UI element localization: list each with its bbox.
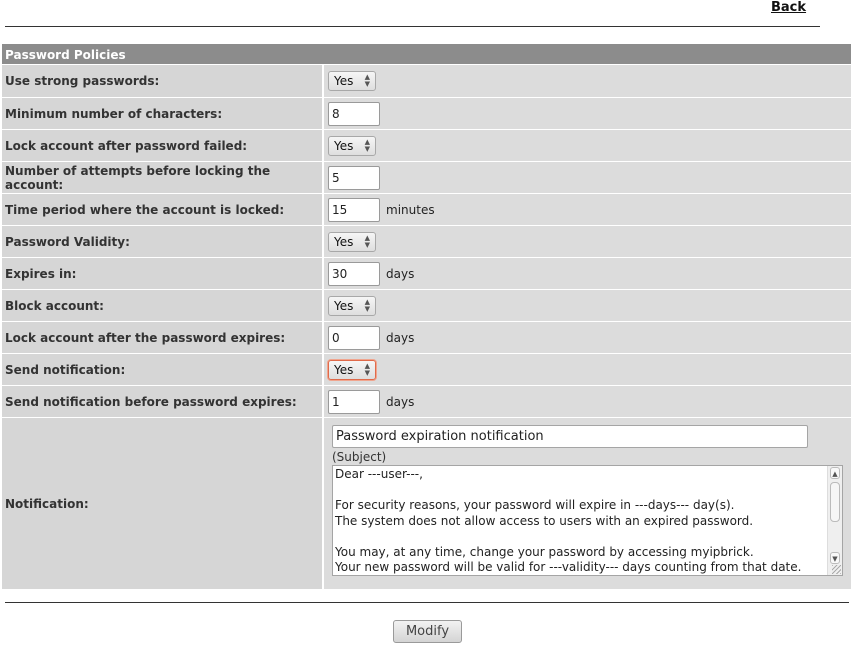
policy-value-cell xyxy=(324,290,851,321)
notification-value-cell xyxy=(324,418,851,589)
back-link[interactable]: Back xyxy=(771,0,807,15)
policy-label: Lock account after password failed: xyxy=(2,130,324,161)
policy-label: Lock account after the password expires: xyxy=(2,322,324,353)
modify-button[interactable]: Modify xyxy=(393,620,462,643)
policy-value-cell xyxy=(324,322,851,353)
select-value: Yes xyxy=(334,234,354,249)
policy-label: Use strong passwords: xyxy=(2,65,324,97)
policy-input[interactable] xyxy=(328,198,380,222)
policy-row xyxy=(2,322,851,354)
unit-label: days xyxy=(386,394,415,409)
panel-title: Password Policies xyxy=(2,44,851,65)
bottom-divider xyxy=(5,602,849,603)
policy-row xyxy=(2,258,851,290)
unit-label: minutes xyxy=(386,202,435,217)
policy-input[interactable] xyxy=(328,390,380,414)
policy-label: Block account: xyxy=(2,290,324,321)
policy-input[interactable] xyxy=(328,262,380,286)
select-value: Yes xyxy=(334,138,354,153)
body-line xyxy=(335,529,826,545)
body-line: For security reasons, your password will expire in ---days--- day(s). xyxy=(335,498,735,512)
policy-label: Password Validity: xyxy=(2,226,324,257)
policy-value-cell xyxy=(324,354,851,385)
select-arrows-icon: ▲ ▼ xyxy=(364,73,370,88)
policy-value-cell xyxy=(324,65,851,97)
yes-no-select[interactable] xyxy=(328,360,376,380)
policy-row xyxy=(2,290,851,322)
unit-label: days xyxy=(386,330,415,345)
policy-row xyxy=(2,130,851,162)
password-policies-panel xyxy=(2,44,851,589)
policy-row xyxy=(2,354,851,386)
policy-row xyxy=(2,162,851,194)
policy-input[interactable] xyxy=(328,326,380,350)
yes-no-select[interactable] xyxy=(328,71,376,91)
scroll-thumb[interactable] xyxy=(830,482,840,522)
select-arrows-icon: ▲ ▼ xyxy=(364,361,370,377)
policy-label: Send notification before password expires: xyxy=(2,386,324,417)
policy-value-cell xyxy=(324,130,851,161)
select-value: Yes xyxy=(334,298,354,313)
policy-row xyxy=(2,194,851,226)
policy-input[interactable] xyxy=(328,166,380,190)
policy-value-cell xyxy=(324,258,851,289)
policy-label: Time period where the account is locked: xyxy=(2,194,324,225)
policy-row xyxy=(2,98,851,130)
policy-label: Expires in: xyxy=(2,258,324,289)
policy-row xyxy=(2,386,851,418)
subject-caption: (Subject) xyxy=(332,450,387,464)
policy-rows xyxy=(2,65,851,418)
notification-row xyxy=(2,418,851,589)
select-arrows-icon: ▲ ▼ xyxy=(364,137,370,153)
notification-body-text xyxy=(335,467,826,576)
policy-value-cell xyxy=(324,162,851,193)
notification-body-textarea[interactable] xyxy=(332,465,843,576)
policy-label: Number of attempts before locking the account: xyxy=(2,162,324,193)
policy-value-cell xyxy=(324,98,851,129)
select-value: Yes xyxy=(334,362,354,377)
top-divider xyxy=(5,26,820,27)
policy-value-cell xyxy=(324,194,851,225)
select-arrows-icon: ▲ ▼ xyxy=(364,297,370,313)
policy-label: Minimum number of characters: xyxy=(2,98,324,129)
policy-row xyxy=(2,65,851,98)
policy-value-cell xyxy=(324,226,851,257)
policy-row xyxy=(2,226,851,258)
yes-no-select[interactable] xyxy=(328,232,376,252)
policy-input[interactable] xyxy=(328,102,380,126)
policy-value-cell xyxy=(324,386,851,417)
body-line: Your new password will be valid for ---validity--- days counting from that date. xyxy=(335,560,802,574)
scroll-down-icon[interactable]: ▼ xyxy=(830,552,840,564)
notification-label: Notification: xyxy=(2,418,324,589)
yes-no-select[interactable] xyxy=(328,136,376,156)
scroll-up-icon[interactable]: ▲ xyxy=(830,467,840,479)
body-line xyxy=(335,483,826,499)
unit-label: days xyxy=(386,266,415,281)
body-line: The system does not allow access to users with an expired password. xyxy=(335,513,754,528)
select-value: Yes xyxy=(334,74,354,88)
policy-label: Send notification: xyxy=(2,354,324,385)
subject-input[interactable] xyxy=(332,425,808,448)
body-line: You may, at any time, change your password by accessing myipbrick. xyxy=(335,544,754,559)
body-line: Dear ---user---, xyxy=(335,467,423,481)
textarea-scrollbar[interactable] xyxy=(827,466,842,575)
resize-grip-icon[interactable] xyxy=(832,565,841,574)
yes-no-select[interactable] xyxy=(328,296,376,316)
select-arrows-icon: ▲ ▼ xyxy=(364,233,370,249)
